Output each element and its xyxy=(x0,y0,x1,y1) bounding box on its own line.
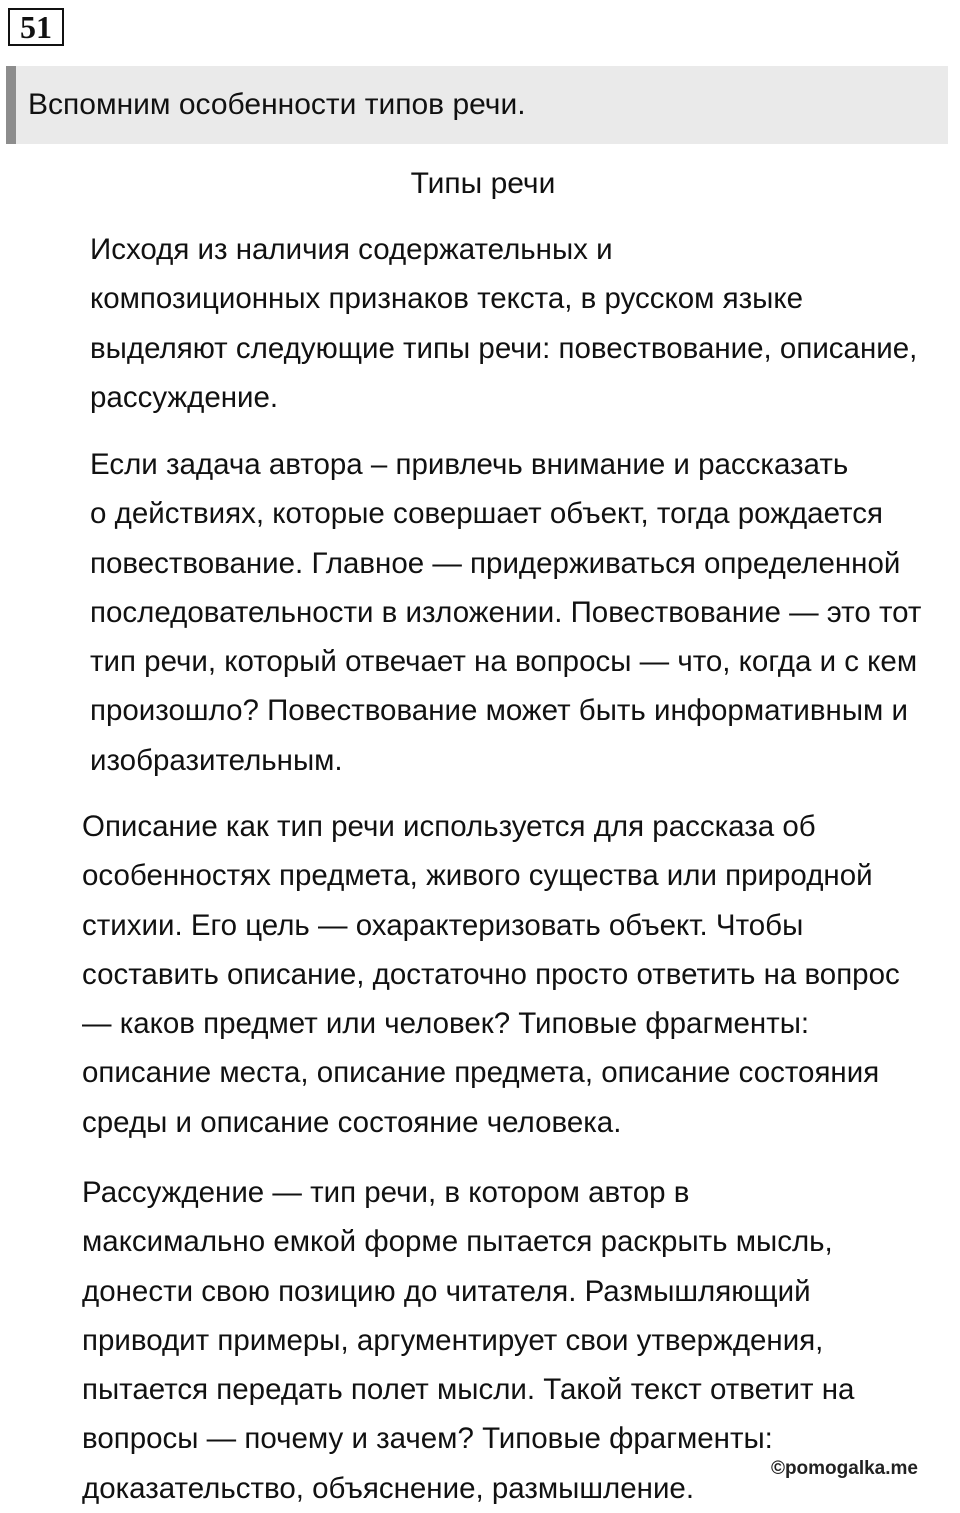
text-line: доказательство, объяснение, размышление. xyxy=(82,1471,695,1505)
text-line: Рассуждение — тип речи, в котором автор в xyxy=(82,1176,690,1209)
text-line: выделяют следующие типы речи: повествование, описание, xyxy=(90,331,918,365)
text-line: повествование. Главное — придерживаться определенной xyxy=(90,546,901,580)
text-line: — каков предмет или человек? Типовые фрагменты: xyxy=(82,1007,810,1041)
text-line: стихии. Его цель — охарактеризовать объект. Чтобы xyxy=(82,908,804,942)
text-line: приводит примеры, аргументирует свои утверждения, xyxy=(82,1323,824,1357)
text-line: максимально емкой форме пытается раскрыть мысль, xyxy=(82,1225,833,1259)
banner-text: Вспомним особенности типов речи. xyxy=(28,88,526,121)
text-line: среды и описание состояние человека. xyxy=(82,1105,622,1139)
task-number-badge: 51 xyxy=(8,8,64,46)
text-line: пытается передать полет мысли. Такой текст ответит на xyxy=(82,1373,855,1407)
watermark: ©pomogalka.me xyxy=(770,1458,918,1479)
text-line: Если задача автора – привлечь внимание и рассказать xyxy=(90,448,849,481)
text-line: произошло? Повествование может быть информативным и xyxy=(90,694,908,728)
text-line: композиционных признаков текста, в русском языке xyxy=(90,282,803,316)
text-line: изобразительным. xyxy=(90,743,343,777)
text-line: последовательности в изложении. Повествование — это тот xyxy=(90,595,922,629)
text-line: вопросы — почему и зачем? Типовые фрагменты: xyxy=(82,1422,773,1456)
paragraph-description xyxy=(8,802,958,1147)
text-line: рассуждение. xyxy=(90,380,279,414)
text-line: Описание как тип речи используется для рассказа об xyxy=(82,810,816,843)
text-line: Исходя из наличия содержательных и xyxy=(90,233,613,266)
text-line: донести свою позицию до читателя. Размышляющий xyxy=(82,1274,811,1308)
text-line: составить описание, достаточно просто ответить на вопрос xyxy=(82,957,900,991)
text-line: о действиях, которые совершает объект, тогда рождается xyxy=(90,497,883,531)
paragraph-narration xyxy=(8,440,958,785)
text-line: особенностях предмета, живого существа или природной xyxy=(82,859,873,893)
text-line: тип речи, который отвечает на вопросы — что, когда и с кем xyxy=(90,645,918,679)
intro-banner xyxy=(6,66,948,144)
section-title: Типы речи xyxy=(410,167,556,200)
text-line: описание места, описание предмета, описание состояния xyxy=(82,1056,880,1090)
paragraph-types-intro xyxy=(8,225,958,422)
